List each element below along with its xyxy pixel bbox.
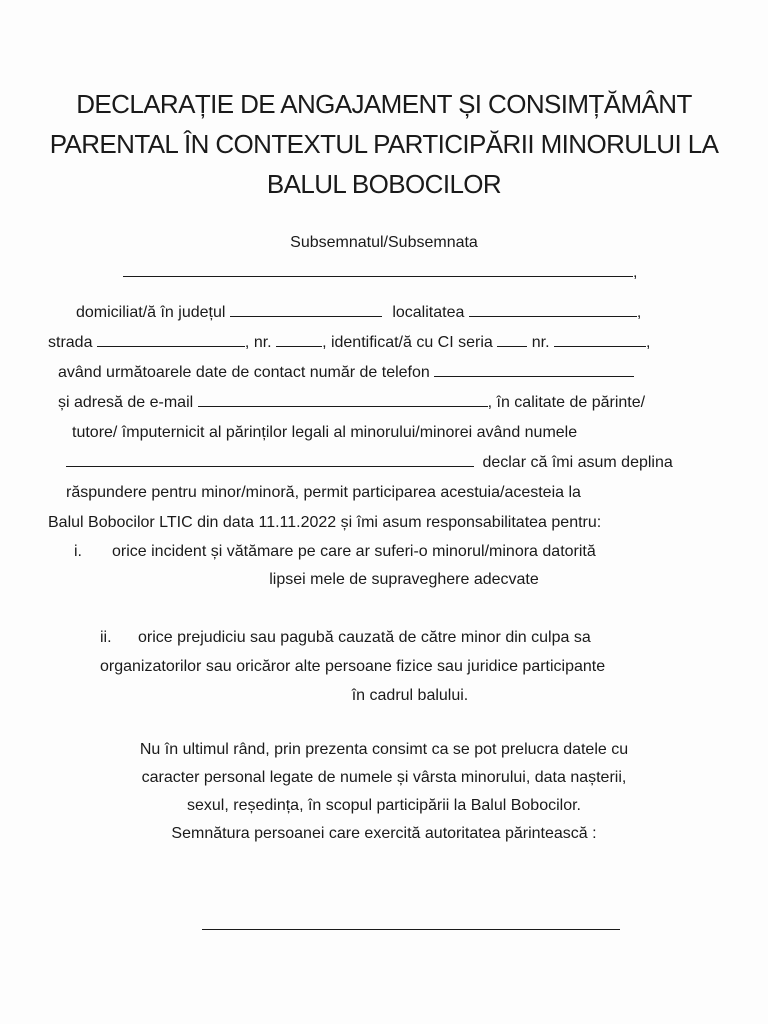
item-text-line-1: orice incident și vătămare pe care ar suferi-o minorul/minora datorită	[112, 543, 596, 560]
raspundere-label: răspundere pentru minor/minoră, permit participarea acestuia/acesteia la	[66, 484, 581, 501]
consent-paragraph	[60, 736, 708, 848]
declar-label: declar că îmi asum deplina	[482, 454, 673, 471]
body-row-7	[34, 478, 734, 508]
body-row-5	[34, 418, 734, 448]
ci-nr-label: nr.	[531, 334, 550, 351]
item-text-line-3: în cadrul balului.	[351, 687, 469, 704]
judet-blank[interactable]	[230, 301, 382, 317]
comma: ,	[645, 334, 651, 351]
title-line-3: BALUL BOBOCILOR	[266, 169, 502, 199]
item-text-line-2: lipsei mele de supraveghere adecvate	[269, 571, 539, 588]
document-title	[40, 84, 728, 204]
localitatea-label: localitatea	[392, 304, 465, 321]
declaration-body	[34, 298, 734, 538]
body-row-8	[34, 508, 734, 538]
signature-label: Semnătura persoanei care exercită autoritatea părintească :	[171, 825, 597, 842]
item-number: ii.	[100, 629, 112, 646]
item-text-line-1: orice prejudiciu sau pagubă cauzată de către minor din culpa sa	[138, 629, 591, 646]
body-row-3	[34, 358, 734, 388]
nr-blank[interactable]	[276, 331, 322, 347]
consent-line-2: caracter personal legate de numele și vârsta minorului, data nașterii,	[141, 769, 627, 786]
calitate-label: , în calitate de părinte/	[487, 394, 646, 411]
body-row-6	[34, 448, 734, 478]
strada-label: strada	[48, 334, 93, 351]
email-blank[interactable]	[198, 391, 488, 407]
localitatea-blank[interactable]	[469, 301, 637, 317]
item-number: i.	[74, 543, 82, 560]
title-line-1: DECLARAȚIE DE ANGAJAMENT ȘI CONSIMȚĂMÂNT	[76, 89, 692, 119]
tutore-label: tutore/ împuternicit al părinților legali al minorului/minorei având numele	[72, 424, 578, 441]
strada-blank[interactable]	[97, 331, 245, 347]
consent-line-1: Nu în ultimul rând, prin prezenta consimt ca se pot prelucra datele cu	[139, 741, 629, 758]
signer-name-line	[123, 260, 648, 284]
signature-line[interactable]	[202, 929, 620, 930]
subsemnatul-label: Subsemnatul/Subsemnata	[290, 234, 478, 251]
body-row-4	[34, 388, 734, 418]
item-text-line-2: organizatorilor sau oricăror alte persoane fizice sau juridice participante	[100, 658, 606, 675]
body-row-1	[34, 298, 734, 328]
title-line-2: PARENTAL ÎN CONTEXTUL PARTICIPĂRII MINORULUI LA	[49, 129, 719, 159]
phone-blank[interactable]	[434, 361, 634, 377]
signer-name-blank[interactable]	[123, 260, 633, 277]
comma: ,	[636, 304, 642, 321]
ci-nr-blank[interactable]	[554, 331, 646, 347]
identificat-label: , identificat/ă cu CI seria	[322, 334, 493, 351]
consent-line-3: sexul, reședința, în scopul participării la Balul Bobocilor.	[187, 797, 581, 814]
ci-seria-blank[interactable]	[497, 331, 527, 347]
contact-label: având următoarele date de contact număr de telefon	[58, 364, 430, 381]
email-label: și adresă de e-mail	[58, 394, 194, 411]
body-row-2	[34, 328, 734, 358]
domiciliat-label: domiciliat/ă în județul	[76, 304, 226, 321]
comma: ,	[633, 264, 638, 281]
nr-label: , nr.	[244, 334, 272, 351]
balul-label: Balul Bobocilor LTIC din data 11.11.2022 și îmi asum responsabilitatea pentru:	[48, 514, 602, 531]
minor-name-blank[interactable]	[66, 451, 474, 467]
